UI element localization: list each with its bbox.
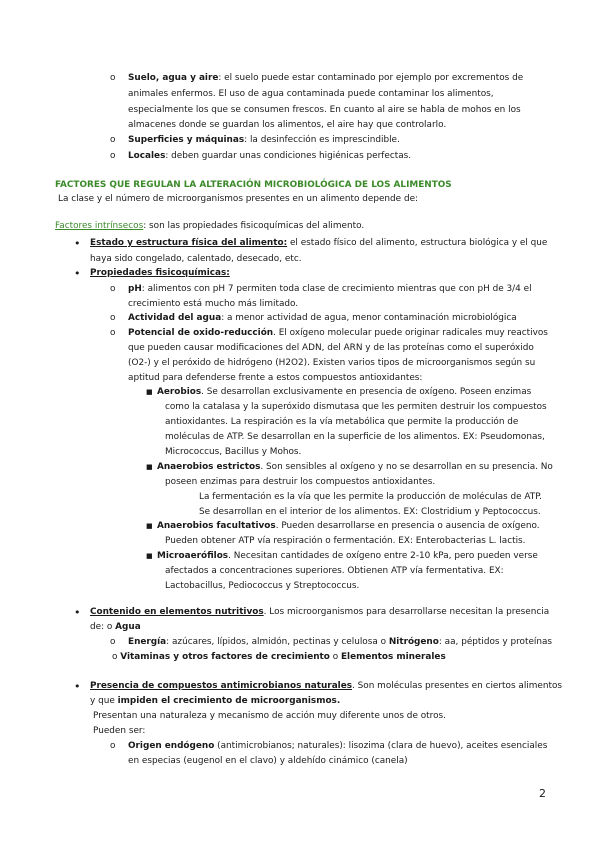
item-text: el estado físico del alimento, estructura biológica y el que	[287, 238, 548, 248]
text-line: poseen enzimas para destruir los compuestos antioxidantes.	[165, 477, 436, 487]
item-text: y que	[90, 696, 118, 706]
list-item	[128, 739, 547, 754]
item-text: : deben guardar unas condiciones higiénicas perfectas.	[165, 151, 412, 161]
item-text: de: o	[90, 622, 116, 632]
text-line: Pueden ser:	[93, 726, 146, 736]
list-item	[112, 650, 446, 665]
item-title: Potencial de oxido-reducción	[128, 328, 274, 338]
item-text: . Necesitan cantidades de oxígeno entre 2-10 kPa, pero pueden verse	[228, 551, 538, 561]
list-item	[128, 326, 548, 341]
item-text: : el suelo puede estar contaminado por ejemplo por excrementos de	[218, 73, 524, 83]
circle-bullet-icon: o	[110, 284, 116, 294]
item-text: (antimicrobianos; naturales): lisozima (clara de huevo), aceites esenciales	[214, 741, 548, 751]
item-title: Anaerobios facultativos	[157, 521, 276, 531]
text-line: crecimiento está mucho más limitado.	[128, 299, 299, 309]
text-line: moléculas de ATP. Se desarrollan en la superficie de los alimentos. EX: Pseudomonas,	[165, 432, 545, 442]
circle-bullet-icon: o	[110, 135, 116, 145]
item-title: Origen endógeno	[128, 741, 215, 751]
bullet-icon: •	[74, 680, 81, 693]
list-item	[128, 282, 532, 297]
bullet-icon: •	[74, 606, 81, 619]
item-text: : la desinfección es imprescindible.	[244, 135, 400, 145]
item-title: Contenido en elementos nutritivos	[90, 607, 264, 617]
item-text: : a menor actividad de agua, menor contaminación microbiológica	[221, 313, 517, 323]
text-line: Presentan una naturaleza y mecanismo de acción muy diferente unos de otros.	[93, 711, 446, 721]
text-line	[90, 620, 141, 635]
square-bullet-icon: ■	[146, 522, 153, 530]
item-title: Vitaminas y otros factores de crecimiento	[120, 652, 330, 662]
list-item	[157, 460, 553, 475]
section-heading: FACTORES QUE REGULAN LA ALTERACIÓN MICROBIOLÓGICA DE LOS ALIMENTOS	[55, 180, 452, 190]
circle-bullet-icon: o	[112, 652, 121, 662]
item-title: Estado y estructura física del alimento:	[90, 238, 288, 248]
item-title: Anaerobios estrictos	[157, 462, 261, 472]
page-number: 2	[539, 787, 546, 800]
list-item	[128, 311, 517, 326]
text-line: Se desarrollan en el interior de los alimentos. EX: Clostridium y Peptococcus.	[199, 507, 541, 517]
circle-bullet-icon: o	[329, 652, 341, 662]
circle-bullet-icon: o	[110, 313, 116, 323]
item-title: Nitrógeno	[388, 637, 439, 647]
item-title: Agua	[115, 622, 141, 632]
item-title: Microaerófilos	[157, 551, 229, 561]
text-line: almacenes donde se guardan los alimentos, el aire hay que controlarlo.	[128, 120, 447, 130]
square-bullet-icon: ■	[146, 388, 153, 396]
list-item	[90, 605, 549, 620]
intrinsic-text: : son las propiedades fisicoquímicas del alimento.	[143, 221, 365, 231]
intrinsic-factors	[55, 219, 364, 234]
item-title: Presencia de compuestos antimicrobianos naturales	[90, 681, 353, 691]
item-title: impiden el crecimiento de microorganismos.	[117, 696, 341, 706]
list-item	[157, 385, 531, 400]
item-title: Aerobios	[157, 387, 202, 397]
item-text: . Pueden desarrollarse en presencia o ausencia de oxígeno.	[275, 521, 540, 531]
list-item	[157, 549, 538, 564]
item-text: . Son sensibles al oxígeno y no se desarrollan en su presencia. No	[260, 462, 553, 472]
text-line: (O2-) y el peróxido de hidrógeno (H2O2). Existen varios tipos de microorganismos según su	[128, 358, 536, 368]
circle-bullet-icon: o	[110, 741, 116, 751]
item-text: . Los microorganismos para desarrollarse necesitan la presencia	[263, 607, 550, 617]
list-item	[157, 519, 540, 534]
list-item	[128, 71, 523, 86]
list-item	[90, 679, 562, 694]
list-item-title: Propiedades fisicoquímicas:	[90, 268, 230, 278]
square-bullet-icon: ■	[146, 552, 153, 560]
item-text: . El oxígeno molecular puede originar radicales muy reactivos	[273, 328, 548, 338]
circle-bullet-icon: o	[110, 328, 116, 338]
section-intro: La clase y el número de microorganismos presentes en un alimento depende de:	[58, 194, 419, 204]
item-title: Superficies y máquinas	[128, 135, 245, 145]
bullet-icon: •	[74, 267, 81, 280]
circle-bullet-icon: o	[110, 637, 116, 647]
text-line: aptitud para defenderse frente a estos compuestos antioxidantes:	[128, 373, 423, 383]
text-line: Lactobacillus, Pediococcus y Streptococcus.	[165, 581, 360, 591]
item-title: Elementos minerales	[340, 652, 446, 662]
item-title: Suelo, agua y aire	[128, 73, 219, 83]
bullet-icon: •	[74, 237, 81, 250]
text-line: afectados a concentraciones superiores. Obtienen ATP vía fermentativa. EX:	[165, 566, 504, 576]
list-item	[128, 133, 400, 148]
item-text: : azúcares, lípidos, almidón, pectinas y celulosa o	[166, 637, 389, 647]
list-item	[128, 149, 411, 164]
square-bullet-icon: ■	[146, 463, 153, 471]
item-title: pH	[128, 284, 142, 294]
text-line: Pueden obtener ATP vía respiración o fermentación. EX: Enterobacterias L. lactis.	[165, 536, 526, 546]
text-line: Micrococcus, Bacillus y Mohos.	[165, 447, 302, 457]
item-text: : alimentos con pH 7 permiten toda clase de crecimiento mientras que con pH de 3/4 el	[141, 284, 532, 294]
item-text: : aa, péptidos y proteínas	[438, 637, 553, 647]
item-title: Energía	[128, 637, 167, 647]
item-title: Actividad del agua	[128, 313, 222, 323]
intrinsic-title: Factores intrínsecos	[55, 221, 144, 231]
text-line: animales enfermos. El uso de agua contaminada puede contaminar los alimentos,	[128, 89, 494, 99]
text-line: antioxidantes. La respiración es la vía metabólica que permite la producción de	[165, 417, 519, 427]
list-item	[90, 236, 547, 251]
circle-bullet-icon: o	[110, 73, 116, 83]
text-line: en especias (eugenol en el clavo) y aldehído cinámico (canela)	[128, 756, 408, 766]
text-line	[90, 694, 340, 709]
text-line: especialmente los que se consumen frescos. En cuanto al aire se habla de mohos en los	[128, 105, 521, 115]
list-item	[128, 635, 552, 650]
text-line: como la catalasa y la superóxido dismutasa que les permiten destruir los compuestos	[165, 402, 547, 412]
item-title: Locales	[128, 151, 166, 161]
text-line: haya sido congelado, calentado, desecado, etc.	[90, 254, 302, 264]
item-text: . Se desarrollan exclusivamente en presencia de oxígeno. Poseen enzimas	[201, 387, 532, 397]
text-line: La fermentación es la vía que les permite la producción de moléculas de ATP.	[199, 492, 543, 502]
circle-bullet-icon: o	[110, 151, 116, 161]
item-text: . Son moléculas presentes en ciertos alimentos	[352, 681, 563, 691]
text-line: que pueden causar modificaciones del ADN, del ARN y de las proteínas como el superóxido	[128, 343, 534, 353]
